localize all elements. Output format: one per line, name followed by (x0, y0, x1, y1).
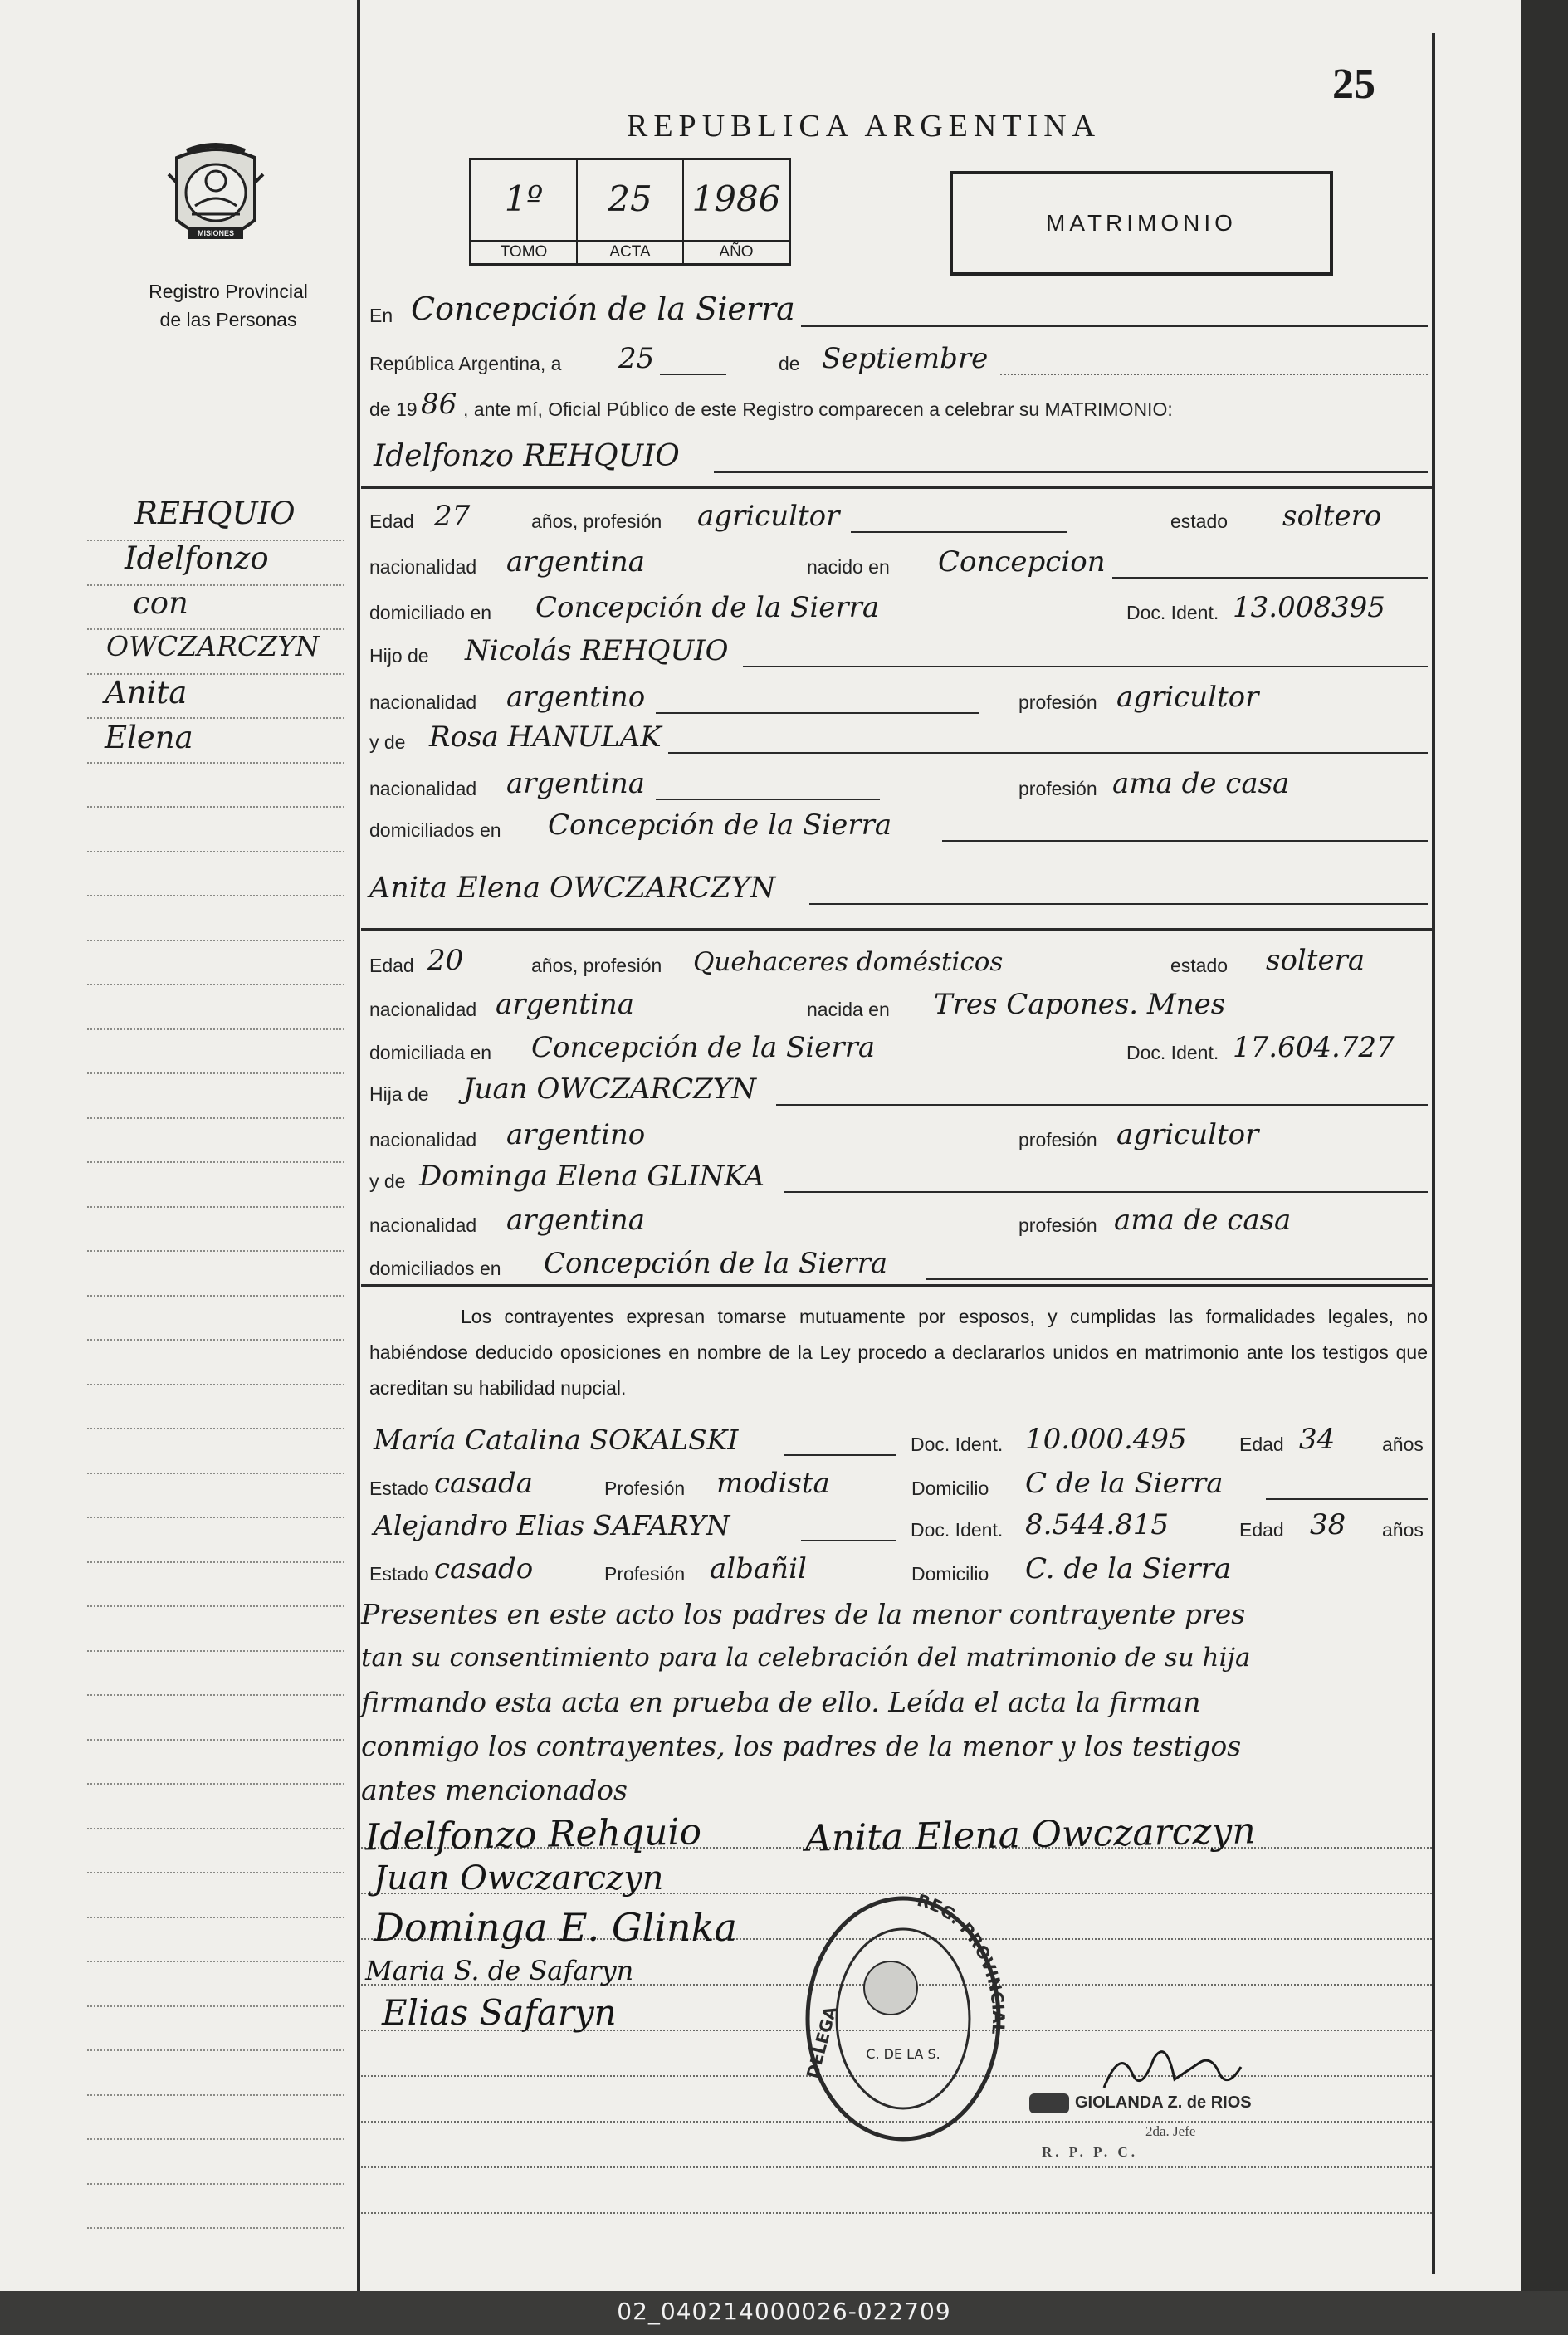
bride-parents-domicile: Concepción de la Sierra (544, 1247, 888, 1280)
label-profesion: profesión (1018, 691, 1097, 713)
margin-dotted-line (87, 1161, 344, 1163)
label-nacionalidad: nacionalidad (369, 556, 477, 578)
fill-line (743, 666, 1428, 667)
label-y-de: y de (369, 731, 406, 753)
margin-dotted-line (87, 1828, 344, 1829)
emblem-text: MISIONES (197, 229, 234, 237)
bride-full-name: Anita Elena OWCZARCZYN (369, 872, 776, 905)
provincia-de-misiones-seal (162, 141, 270, 261)
row-bride-father (369, 1071, 1436, 1109)
label-hijo-de: Hijo de (369, 645, 429, 667)
label-domiciliado-en: domiciliado en (369, 602, 492, 623)
label-doc-ident: Doc. Ident. (1126, 1042, 1219, 1063)
label-estado: estado (1170, 955, 1229, 976)
row-place (369, 292, 1436, 330)
row-date (369, 340, 1436, 379)
fill-line (784, 1454, 896, 1456)
fill-line (1266, 1498, 1428, 1500)
fill-line (1112, 577, 1428, 579)
signature-bride: Anita Elena Owczarczyn (804, 1810, 1257, 1860)
bride-mother-nationality: argentina (506, 1204, 646, 1237)
margin-name-6: Elena (105, 720, 193, 755)
observation-rule (361, 2212, 1432, 2214)
row-groom-domicile (369, 589, 1436, 628)
label-domicilio: Domicilio (911, 1563, 989, 1585)
margin-dotted-line (87, 1605, 344, 1607)
tomo-acta-ano-box (469, 158, 791, 266)
margin-dotted-line (87, 895, 344, 896)
bride-father-nationality: argentino (506, 1118, 646, 1151)
margin-dotted-line (87, 2005, 344, 2007)
margin-dotted-line (87, 1117, 344, 1119)
groom-profession: agricultor (697, 500, 840, 533)
book-binding (1521, 0, 1568, 2291)
witness-2-status: casado (434, 1552, 534, 1585)
fill-line (656, 799, 880, 800)
row-bride-mother-details (369, 1202, 1436, 1240)
observations-line-5: antes mencionados (361, 1774, 628, 1806)
margin-dotted-line (87, 2138, 344, 2140)
margin-name-4: OWCZARCZYN (106, 630, 320, 662)
act-type-box: MATRIMONIO (950, 171, 1333, 276)
signature-groom: Idelfonzo Rehquio (364, 1810, 702, 1859)
groom-father-profession: agricultor (1116, 681, 1259, 714)
margin-dotted-line (87, 1917, 344, 1918)
fill-line (660, 374, 726, 375)
margin-name-2: Idelfonzo (125, 540, 269, 576)
bride-nationality: argentina (496, 988, 635, 1021)
label-republica: República Argentina, a (369, 353, 562, 374)
margin-dotted-line (87, 1783, 344, 1785)
signature-bride-mother: Dominga E. Glinka (374, 1905, 737, 1950)
groom-age: 27 (434, 500, 471, 533)
row-groom-father-details (369, 679, 1436, 717)
label-anos: años (1382, 1519, 1424, 1541)
groom-full-name: Idelfonzo REHQUIO (374, 439, 680, 473)
witness-1-status: casada (434, 1467, 534, 1500)
bride-doc-id: 17.604.727 (1233, 1031, 1395, 1064)
fill-line (942, 840, 1428, 842)
label-doc-ident: Doc. Ident. (911, 1434, 1004, 1455)
redaction-mark (1029, 2093, 1069, 2113)
row-groom-nationality (369, 544, 1436, 582)
ano-cell (682, 160, 789, 263)
label-anos-profesion: años, profesión (531, 955, 662, 976)
margin-dotted-line (87, 2183, 344, 2185)
bride-father-profession: agricultor (1116, 1118, 1259, 1151)
row-groom-mother-details (369, 765, 1436, 804)
section-rule (361, 928, 1432, 931)
fill-line (656, 712, 979, 714)
margin-dotted-line (87, 1295, 344, 1297)
row-year (369, 386, 1436, 424)
bride-mother-name: Dominga Elena GLINKA (419, 1160, 764, 1193)
observation-rule (361, 2166, 1432, 2168)
registry-stamp (799, 1888, 1007, 2158)
registry-name (116, 277, 340, 334)
witness-1-name: María Catalina SOKALSKI (374, 1424, 739, 1456)
label-profesion: profesión (1018, 778, 1097, 799)
svg-text:REG. PROVINCIAL (915, 1890, 1007, 2035)
margin-name-3: con (133, 585, 188, 621)
acta-cell (576, 160, 682, 263)
label-nacionalidad: nacionalidad (369, 778, 477, 799)
label-nacionalidad: nacionalidad (369, 1129, 477, 1150)
label-en: En (369, 305, 393, 326)
observations-line-4: conmigo los contrayentes, los padres de la menor y los testigos (361, 1730, 1242, 1762)
label-nacionalidad: nacionalidad (369, 691, 477, 713)
bride-age: 20 (427, 944, 464, 977)
label-edad: Edad (369, 510, 414, 532)
margin-name-1: REHQUIO (134, 496, 296, 531)
label-nacionalidad: nacionalidad (369, 1214, 477, 1236)
tomo-cell (471, 160, 576, 263)
fill-line (809, 903, 1428, 905)
row-bride-father-details (369, 1116, 1436, 1155)
scan-id: 02_040214000026-022709 (617, 2298, 951, 2325)
bride-civil-status: soltera (1266, 944, 1365, 977)
bride-birthplace: Tres Capones. Mnes (934, 988, 1226, 1021)
label-profesion: Profesión (604, 1563, 686, 1585)
label-nacida-en: nacida en (807, 999, 890, 1020)
witness-2-doc-id: 8.544.815 (1025, 1508, 1170, 1541)
witness-1-doc-id: 10.000.495 (1025, 1423, 1187, 1456)
fill-line (668, 752, 1428, 754)
margin-dotted-line (87, 1206, 344, 1208)
row-witness-2 (369, 1507, 1436, 1545)
row-bride-name (369, 870, 1436, 908)
observations-line-2: tan su consentimiento para la celebración del matrimonio de su hija (361, 1643, 1251, 1673)
margin-dotted-line (87, 1384, 344, 1385)
stamp-ring-text: REG. PROVINCIAL (915, 1889, 1007, 2035)
label-de-19: de 19 (369, 398, 418, 420)
row-groom-mother (369, 719, 1436, 757)
margin-dotted-line (87, 2094, 344, 2096)
bride-domicile: Concepción de la Sierra (531, 1031, 876, 1064)
groom-mother-nationality: argentina (506, 767, 646, 800)
ano-label: AÑO (684, 240, 789, 263)
acta-value: 25 (608, 178, 652, 219)
row-witness-2-details (369, 1551, 1436, 1589)
page-number: 25 (1332, 61, 1375, 108)
witness-2-name: Alejandro Elias SAFARYN (374, 1509, 730, 1541)
observations-line-1: Presentes en este acto los padres de la menor contrayente pres (361, 1598, 1246, 1630)
official-title: 2da. Jefe (1145, 2123, 1196, 2139)
row-groom-age (369, 498, 1436, 536)
ano-value: 1986 (691, 178, 781, 219)
label-domiciliados-en: domiciliados en (369, 1258, 501, 1279)
groom-mother-name: Rosa HANULAK (429, 721, 662, 754)
row-groom-name (369, 438, 1436, 476)
row-groom-parents-domicile (369, 807, 1436, 845)
bride-profession: Quehaceres domésticos (693, 947, 1004, 977)
label-estado: Estado (369, 1478, 429, 1499)
fill-line (851, 531, 1067, 533)
margin-dotted-line (87, 1650, 344, 1652)
signature-witness-2: Elias Safaryn (382, 1992, 617, 2033)
row-bride-age (369, 942, 1436, 980)
groom-mother-profession: ama de casa (1112, 767, 1290, 800)
label-doc-ident: Doc. Ident. (1126, 602, 1219, 623)
margin-dotted-line (87, 1961, 344, 1962)
fill-line (714, 471, 1428, 473)
bride-father-name: Juan OWCZARCZYN (463, 1072, 756, 1106)
official-signature-mark (1096, 2042, 1245, 2100)
act-year-suffix: 86 (421, 388, 457, 421)
witness-2-age: 38 (1310, 1508, 1346, 1541)
official-name: GIOLANDA Z. de RIOS (1075, 2093, 1252, 2112)
fill-line (801, 325, 1428, 327)
row-bride-nationality (369, 986, 1436, 1024)
margin-dotted-line (87, 717, 344, 719)
margin-rule (357, 0, 360, 2291)
country-title: REPUBLICA ARGENTINA (627, 109, 1102, 144)
row-bride-parents-domicile (369, 1245, 1436, 1283)
margin-dotted-line (87, 628, 344, 630)
label-profesion: profesión (1018, 1129, 1097, 1150)
registry-line1: Registro Provincial (149, 281, 308, 302)
witness-1-domicile: C de la Sierra (1025, 1467, 1224, 1500)
margin-dotted-line (87, 806, 344, 808)
observations-line-3: firmando esta acta en prueba de ello. Leída el acta la firman (361, 1686, 1201, 1718)
margin-dotted-line (87, 1872, 344, 1873)
margin-dotted-line (87, 1739, 344, 1741)
label-domiciliada-en: domiciliada en (369, 1042, 492, 1063)
declaration: Los contrayentes expresan tomarse mutuamente por esposos, y cumplidas las formalidades legales, no habiéndose deducido oposiciones en nombre de la Ley procedo a declararlos unidos en matrimonio ante los testigos que acreditan su habilidad nupcial. (369, 1306, 1428, 1399)
label-anos: años (1382, 1434, 1424, 1455)
row-groom-father (369, 633, 1436, 671)
margin-dotted-line (87, 584, 344, 586)
declaration-text (369, 1299, 1428, 1406)
fill-line (801, 1540, 896, 1541)
label-edad: Edad (1239, 1519, 1284, 1541)
label-estado: Estado (369, 1563, 429, 1585)
tomo-label: TOMO (471, 240, 576, 263)
label-estado: estado (1170, 510, 1229, 532)
groom-civil-status: soltero (1282, 500, 1382, 533)
label-profesion: profesión (1018, 1214, 1097, 1236)
stamp-inner-text: C. DE LA S. (866, 2046, 940, 2062)
margin-dotted-line (87, 762, 344, 764)
act-place: Concepción de la Sierra (411, 291, 795, 327)
margin-dotted-line (87, 1250, 344, 1252)
margin-dotted-line (87, 673, 344, 675)
witness-2-domicile: C. de la Sierra (1025, 1552, 1232, 1585)
label-domiciliados-en: domiciliados en (369, 819, 501, 841)
fill-line (784, 1191, 1428, 1193)
margin-dotted-line (87, 1428, 344, 1429)
label-y-de: y de (369, 1170, 406, 1192)
label-ante-mi: , ante mí, Oficial Público de este Registro comparecen a celebrar su MATRIMONIO: (463, 398, 1173, 420)
row-witness-1 (369, 1421, 1436, 1459)
groom-parents-domicile: Concepción de la Sierra (548, 808, 892, 842)
groom-father-name: Nicolás REHQUIO (465, 634, 729, 667)
act-month: Septiembre (822, 342, 989, 375)
act-day: 25 (618, 342, 655, 375)
row-witness-1-details (369, 1465, 1436, 1503)
signature-witness-1: Maria S. de Safaryn (365, 1955, 634, 1986)
margin-dotted-line (87, 1028, 344, 1030)
witness-1-age: 34 (1299, 1423, 1336, 1456)
margin-dotted-line (87, 540, 344, 541)
margin-dotted-line (87, 1561, 344, 1563)
groom-doc-id: 13.008395 (1233, 591, 1385, 624)
signature-bride-father: Juan Owczarczyn (374, 1859, 664, 1898)
label-domicilio: Domicilio (911, 1478, 989, 1499)
section-rule (361, 1284, 1432, 1287)
margin-dotted-line (87, 984, 344, 985)
fill-line (1000, 374, 1428, 375)
bride-mother-profession: ama de casa (1114, 1204, 1292, 1237)
registry-line2: de las Personas (159, 309, 297, 330)
fill-line (776, 1104, 1428, 1106)
margin-dotted-line (87, 2049, 344, 2051)
label-hija-de: Hija de (369, 1083, 429, 1105)
label-nacido-en: nacido en (807, 556, 890, 578)
groom-father-nationality: argentino (506, 681, 646, 714)
acta-label: ACTA (578, 240, 682, 263)
label-nacionalidad: nacionalidad (369, 999, 477, 1020)
fill-line (926, 1278, 1428, 1280)
row-bride-mother (369, 1158, 1436, 1196)
margin-dotted-line (87, 1473, 344, 1474)
stamp-left-text: DELEGA (802, 2004, 841, 2081)
label-doc-ident: Doc. Ident. (911, 1519, 1004, 1541)
label-edad: Edad (369, 955, 414, 976)
label-de: de (779, 353, 800, 374)
margin-dotted-line (87, 1517, 344, 1518)
label-anos-profesion: años, profesión (531, 510, 662, 532)
witness-1-profession: modista (716, 1467, 830, 1500)
tomo-value: 1º (504, 178, 544, 219)
witness-2-profession: albañil (710, 1552, 807, 1585)
row-bride-domicile (369, 1029, 1436, 1067)
official-office: R. P. P. C. (1042, 2144, 1138, 2160)
label-profesion: Profesión (604, 1478, 686, 1499)
groom-birthplace: Concepcion (938, 545, 1106, 579)
label-edad: Edad (1239, 1434, 1284, 1455)
margin-dotted-line (87, 1694, 344, 1696)
groom-domicile: Concepción de la Sierra (535, 591, 880, 624)
section-rule (361, 486, 1432, 489)
margin-name-5: Anita (105, 675, 188, 711)
margin-dotted-line (87, 851, 344, 852)
margin-dotted-line (87, 2227, 344, 2229)
margin-dotted-line (87, 1339, 344, 1341)
groom-nationality: argentina (506, 545, 646, 579)
margin-dotted-line (87, 1072, 344, 1074)
margin-dotted-line (87, 940, 344, 941)
